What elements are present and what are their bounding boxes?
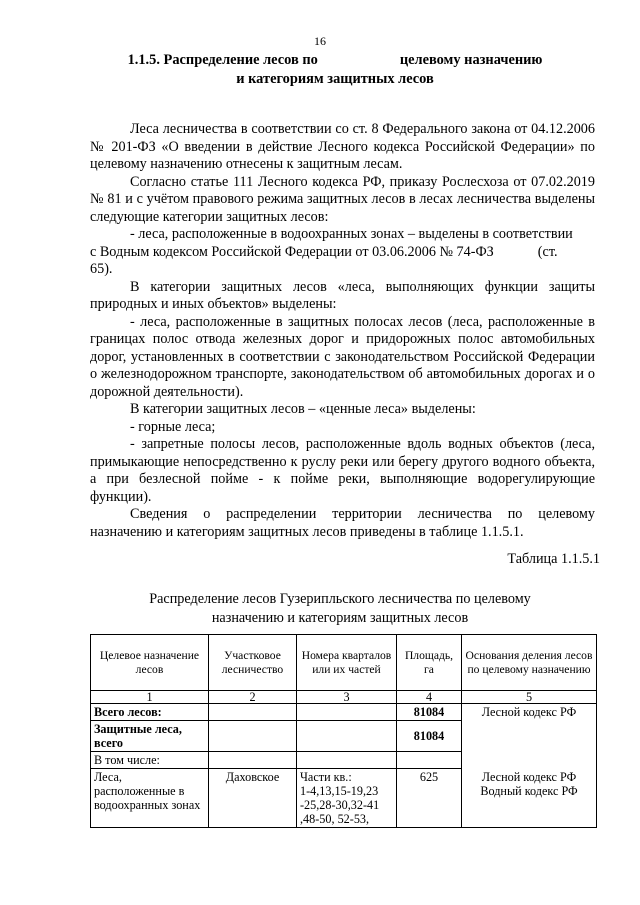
section-heading-line2: и категориям защитных лесов — [236, 71, 434, 87]
paragraph-forest-code: Согласно статье 111 Лесного кодекса РФ, приказу Рослесхоза от 07.02.2019 № 81 и с учётом правового режима защитных лесов в лесах лесничества выделены следующие категории защитных лесов: — [90, 173, 595, 225]
water-basis — [462, 769, 597, 828]
paragraph-table-reference: Сведения о распределении территории лесничества по целевому назначению и категориям защитных лесов приведены в таблице 1.1.5.1. — [90, 506, 595, 540]
table-row-water-zones — [91, 769, 597, 828]
total-quarters — [297, 704, 397, 721]
water-zones-ref: (ст. — [537, 243, 558, 260]
total-forestry — [209, 704, 297, 721]
basis-line: Водный кодекс РФ — [480, 783, 578, 798]
water-quarters — [297, 769, 397, 828]
paragraph-water-zones — [90, 226, 595, 244]
including-area — [397, 752, 462, 769]
protective-quarters — [297, 721, 397, 752]
including-quarters — [297, 752, 397, 769]
water-forestry: Даховское — [209, 769, 297, 828]
quarters-line: 1-4,13,15-19,23 — [300, 784, 379, 798]
paragraph-federal-law: Леса лесничества в соответствии со ст. 8 Федерального закона от 04.12.2006 № 201-ФЗ «О введении в действие Лесного кодекса Российской Федерации» по целевому назначению отнесены к защитным лесам. — [90, 121, 595, 172]
water-purpose: Леса, расположенные в водоохранных зонах — [91, 769, 209, 828]
total-basis: Лесной кодекс РФ — [462, 704, 597, 769]
section-heading — [100, 51, 570, 89]
body-text — [90, 121, 595, 541]
total-area: 81084 — [397, 704, 462, 721]
paragraph-mountain-forests: - горные леса; — [130, 418, 216, 435]
heading-part1: 1.1.5. Распределение лесов по — [127, 52, 318, 68]
protective-area: 81084 — [397, 721, 462, 752]
header-quarters: Номера кварталов или их частей — [297, 635, 397, 691]
paragraph-protective-strips: - леса, расположенные в защитных полосах лесов (леса, расположенные в границах полос отвода железных дорог и придорожных полос автомобильных дорог, установленных в соответствии с законодательством Российской Федерации о железнодорожном транспорте, законодательством об автомобильных дорогах и о дорожной деятельности). — [90, 313, 595, 400]
paragraph-valuable-forests: В категории защитных лесов – «ценные леса» выделены: — [130, 401, 476, 417]
quarters-line: ,48-50, 52-53, — [300, 812, 370, 826]
table-caption-line2: назначению и категориям защитных лесов — [211, 609, 469, 626]
quarters-title: Части кв.: — [300, 770, 352, 784]
heading-part2: целевому назначению — [399, 52, 543, 68]
total-label: Всего лесов: — [91, 704, 209, 721]
table-row-total — [91, 704, 597, 721]
table-header-row — [91, 635, 597, 691]
header-area: Площадь, га — [397, 635, 462, 691]
section-heading-line1 — [100, 51, 570, 70]
including-forestry — [209, 752, 297, 769]
column-number: 1 — [91, 691, 209, 704]
column-number-row — [91, 691, 597, 704]
protective-forestry — [209, 721, 297, 752]
header-forestry: Участковое лесничество — [209, 635, 297, 691]
paragraph-protection-category: В категории защитных лесов «леса, выполняющих функции защиты природных и иных объектов» выделены: — [90, 278, 595, 312]
table-caption — [100, 590, 580, 627]
table-label: Таблица 1.1.5.1 — [507, 551, 600, 567]
column-number: 3 — [297, 691, 397, 704]
water-area: 625 — [397, 769, 462, 828]
protective-label: Защитные леса, всего — [91, 721, 209, 752]
table-caption-line1: Распределение лесов Гузерипльского лесничества по целевому — [149, 591, 531, 607]
paragraph-water-zones-cont — [90, 244, 595, 279]
including-label: В том числе: — [91, 752, 209, 769]
water-zones-line3: 65). — [90, 261, 113, 277]
water-zones-line2: с Водным кодексом Российской Федерации от 03.06.2006 № 74-ФЗ — [90, 243, 494, 260]
column-number: 5 — [462, 691, 597, 704]
header-basis: Основания деления лесов по целевому назначению — [462, 635, 597, 691]
column-number: 2 — [209, 691, 297, 704]
paragraph-restricted-strips: - запретные полосы лесов, расположенные вдоль водных объектов (леса, примыкающие непосредственно к руслу реки или берегу другого водного объекта, а при безлесной пойме - к пойме реки, выполняющие водорегулирующие функции). — [90, 436, 595, 505]
forest-distribution-table — [90, 634, 597, 828]
basis-line: Лесной кодекс РФ — [481, 769, 577, 784]
header-purpose: Целевое назначение лесов — [91, 635, 209, 691]
quarters-line: -25,28-30,32-41 — [300, 798, 380, 812]
column-number: 4 — [397, 691, 462, 704]
page-number: 16 — [314, 34, 326, 48]
water-zones-line1: - леса, расположенные в водоохранных зонах – выделены в соответствии — [130, 226, 573, 242]
